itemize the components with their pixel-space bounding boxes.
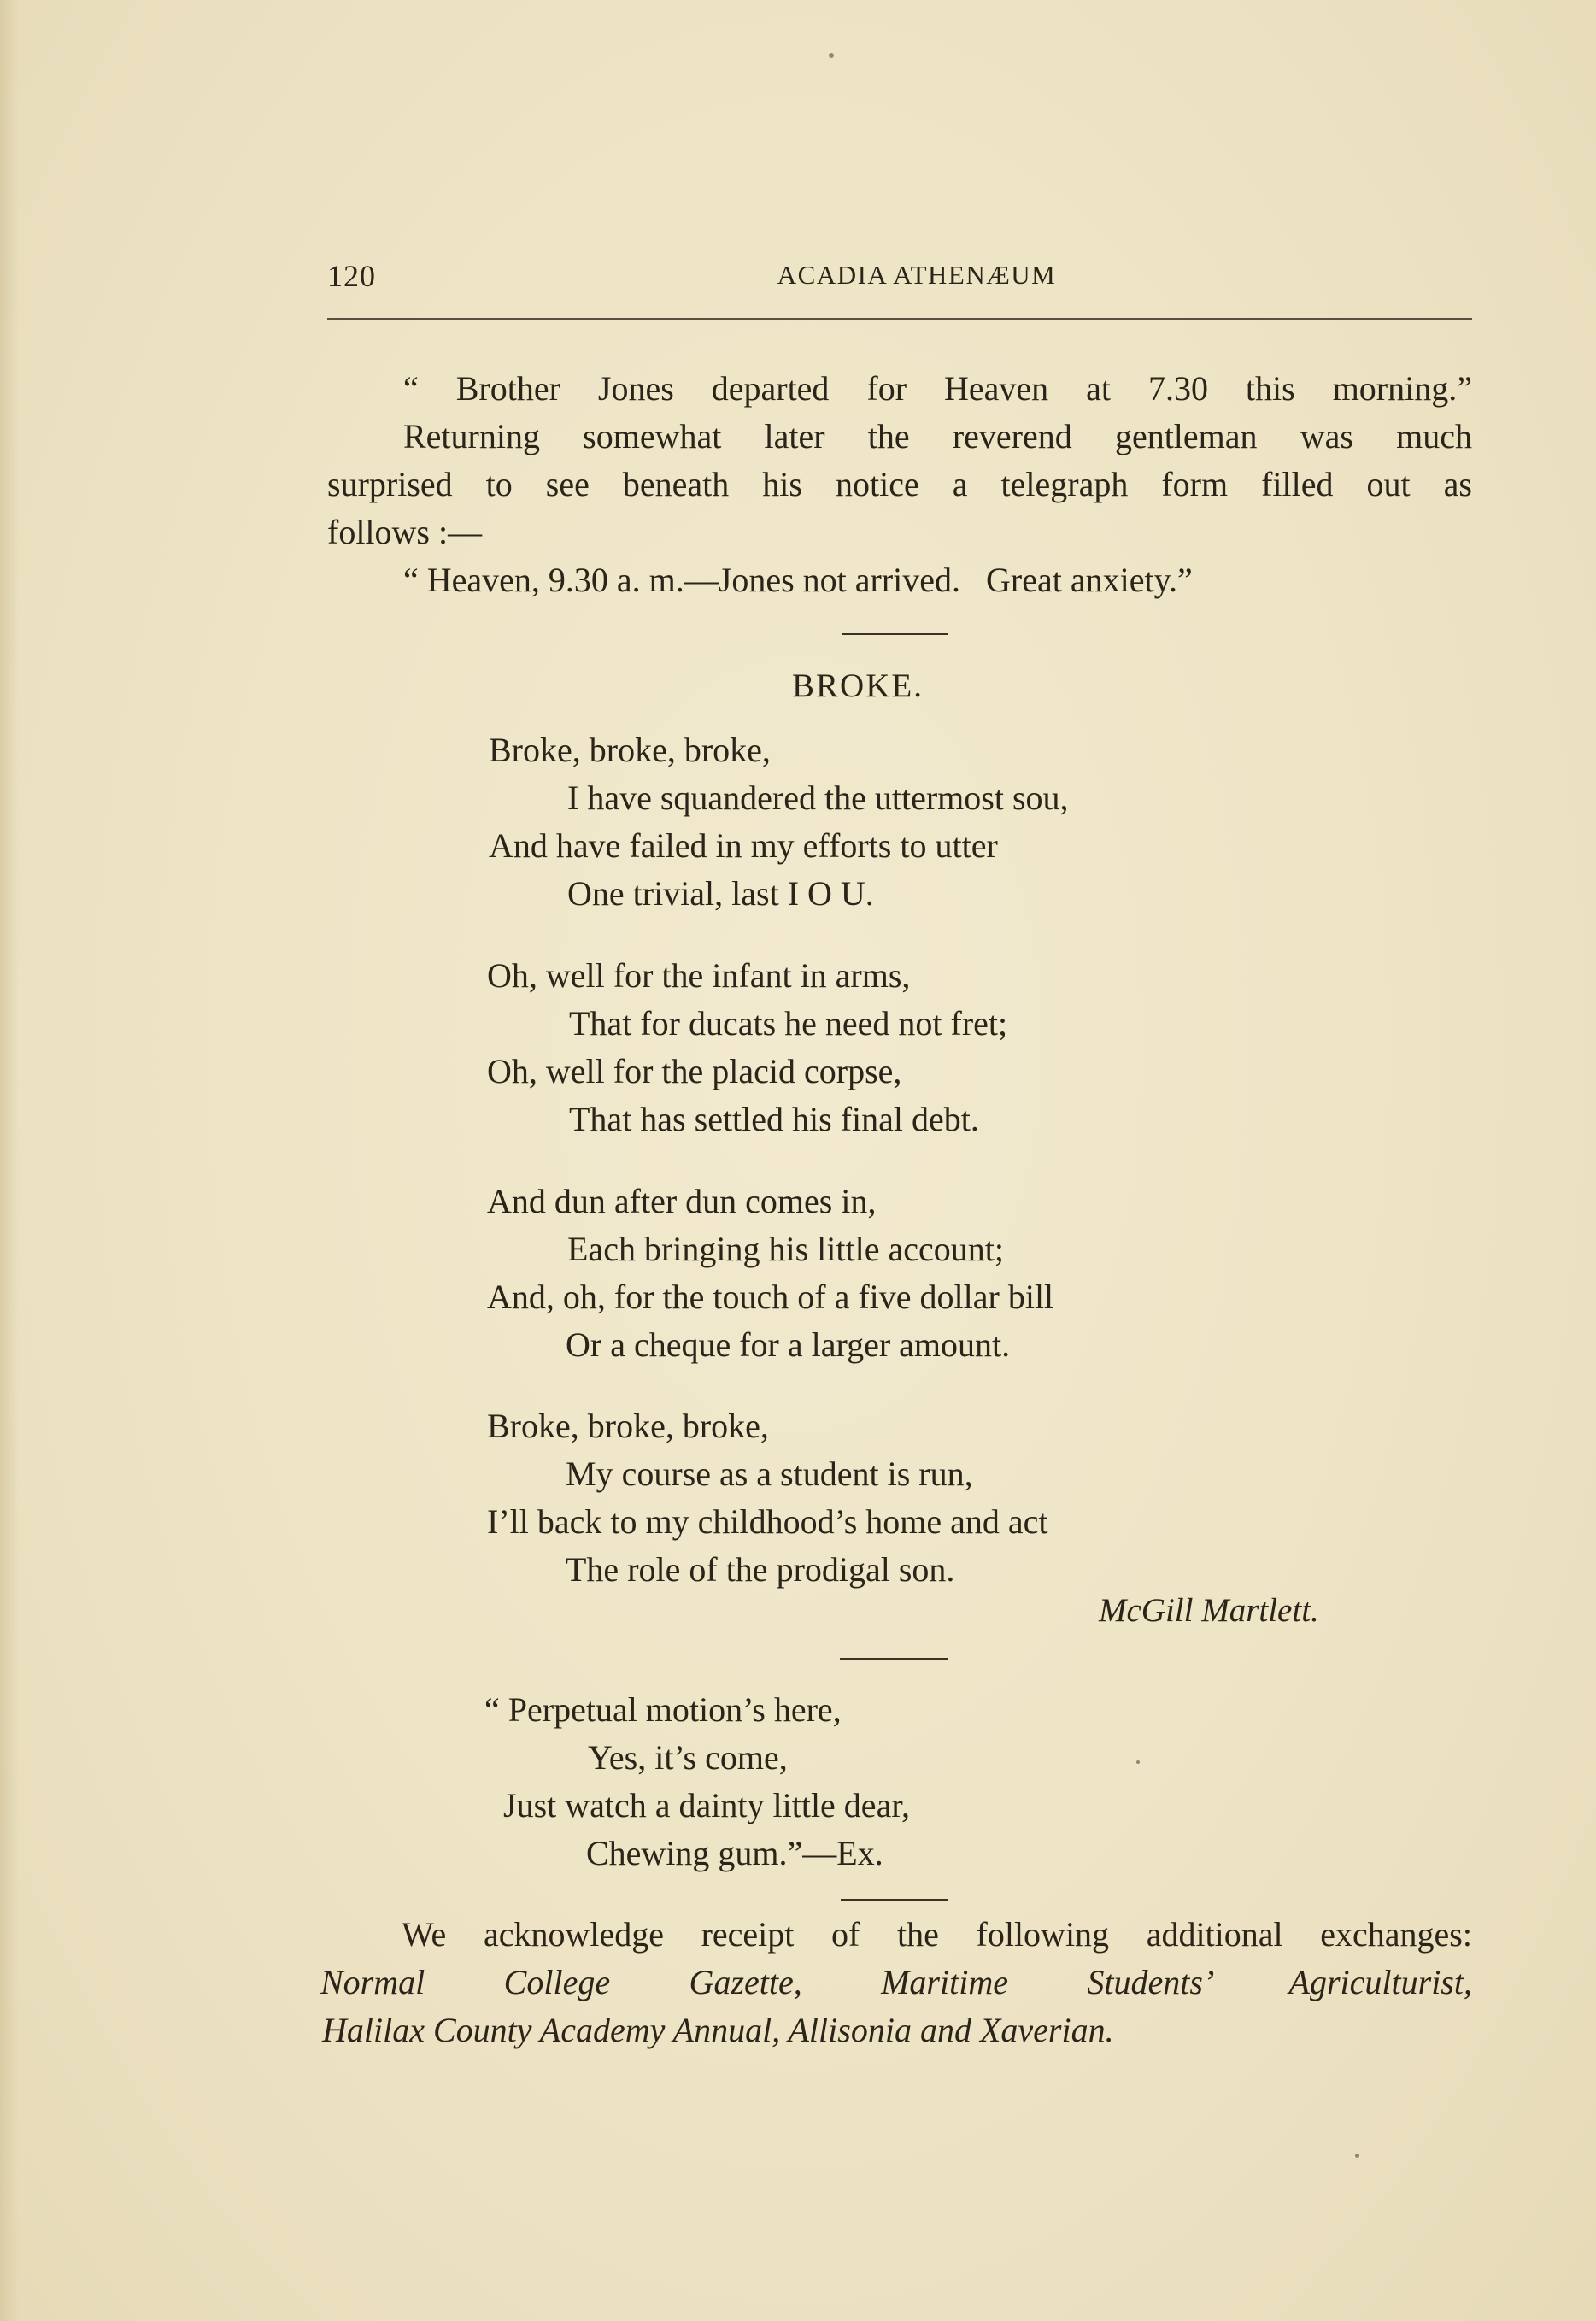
verse-line: Chewing gum.”—Ex.: [586, 1834, 883, 1872]
running-head: [327, 258, 1472, 301]
poem-line: Broke, broke, broke,: [487, 1407, 769, 1445]
poem-line: I have squandered the uttermost sou,: [567, 779, 1069, 817]
poem-line: Or a cheque for a larger amount.: [566, 1325, 1011, 1364]
poem-line: Oh, well for the placid corpse,: [487, 1052, 902, 1090]
section-divider: [840, 1658, 948, 1660]
poem-line: I’ll back to my childhood’s home and act: [487, 1502, 1048, 1541]
journal-title: ACADIA ATHENÆUM: [777, 260, 1057, 290]
exchanges-list-line-2: Halilax County Academy Annual, Allisonia and Xaverian.: [322, 2011, 1114, 2049]
verse-line: Just watch a dainty little dear,: [503, 1786, 911, 1824]
verse-line: “ Perpetual motion’s here,: [484, 1690, 842, 1729]
poem-line: And dun after dun comes in,: [487, 1182, 877, 1220]
header-rule: [327, 318, 1472, 320]
poem-line: My course as a student is run,: [566, 1454, 973, 1493]
poem-line: The role of the prodigal son.: [566, 1550, 955, 1589]
poem-line: And have failed in my efforts to utter: [489, 826, 998, 865]
poem-line: And, oh, for the touch of a five dollar bill: [487, 1278, 1054, 1316]
intro-line-4: follows :—: [327, 513, 483, 551]
poem-attribution: McGill Martlett.: [1099, 1592, 1319, 1629]
exchanges-intro: We acknowledge receipt of the following additional exchanges:: [402, 1915, 1472, 1954]
poem-title: BROKE.: [792, 667, 924, 704]
section-divider: [842, 633, 948, 635]
intro-line-5: “ Heaven, 9.30 a. m.—Jones not arrived. Great anxiety.”: [403, 561, 1193, 599]
ink-speck: [829, 53, 834, 58]
ink-speck: [1355, 2154, 1359, 2158]
poem-line: Oh, well for the infant in arms,: [487, 956, 911, 995]
verse-line: Yes, it’s come,: [588, 1738, 788, 1777]
section-divider: [841, 1899, 948, 1901]
poem-line: Each bringing his little account;: [567, 1230, 1004, 1268]
poem-line: That for ducats he need not fret;: [569, 1004, 1008, 1043]
poem-line: One trivial, last I O U.: [567, 874, 874, 913]
page-number: 120: [327, 259, 376, 293]
poem-line: Broke, broke, broke,: [489, 731, 771, 769]
ink-speck: [1136, 1760, 1140, 1764]
intro-line-2: Returning somewhat later the reverend gentleman was much: [403, 417, 1472, 455]
poem-line: That has settled his final debt.: [569, 1100, 979, 1138]
intro-line-1: “ Brother Jones departed for Heaven at 7.30 this morning.”: [403, 369, 1472, 408]
exchanges-list-line-1: Normal College Gazette, Maritime Students’ Agriculturist,: [320, 1963, 1472, 2001]
intro-line-3: surprised to see beneath his notice a telegraph form filled out as: [327, 465, 1472, 503]
